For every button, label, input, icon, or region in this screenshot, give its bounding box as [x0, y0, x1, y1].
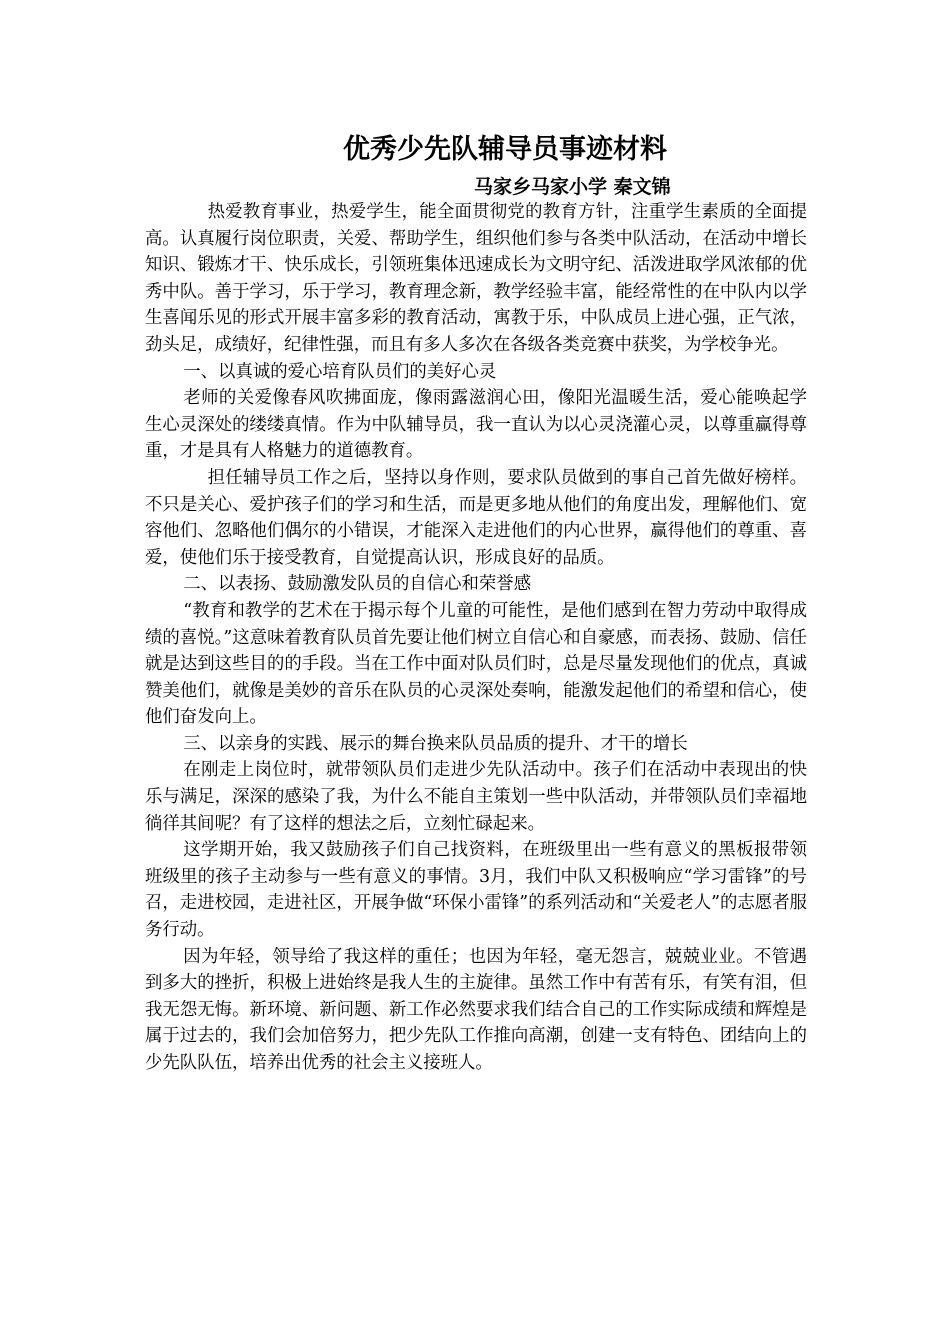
- paragraph: 担任辅导员工作之后，坚持以身作则，要求队员做到的事自己首先做好榜样。不只是关心、爱护孩子们的学习和生活，而是更多地从他们的角度出发，理解他们、宽容他们、忽略他们偶尔的小错误，才能深入走进他们的内心世界，赢得他们的尊重、喜爱，使他们乐于接受教育，自觉提高认识，形成良好的品质。: [145, 467, 807, 568]
- paragraph: “教育和教学的艺术在于揭示每个儿童的可能性，是他们感到在智力劳动中取得成绩的喜悦。”这意味着教育队员首先要让他们树立自信心和自豪感，而表扬、鼓励、信任就是达到这些目的的手段。当在工作中面对队员们时，总是尽量发现他们的优点，真诚赞美他们，就像是美妙的音乐在队员的心灵深处奏响，能激发起他们的希望和信心，使他们奋发向上。: [145, 600, 807, 728]
- section-heading-3: 三、以亲身的实践、展示的舞台换来队员品质的提升、才干的增长: [183, 733, 688, 754]
- paragraph: 这学期开始，我又鼓励孩子们自己找资料，在班级里出一些有意义的黑板报带领班级里的孩子主动参与一些有意义的事情。3月，我们中队又积极响应“学习雷锋”的号召，走进校园，走进社区，开展争做“环保小雷锋”的系列活动和“关爱老人”的志愿者服务行动。: [145, 840, 807, 941]
- document-title: 优秀少先队辅导员事迹材料: [343, 134, 667, 165]
- paragraph-closing: 因为年轻，领导给了我这样的重任；也因为年轻，毫无怨言，兢兢业业。不管遇到多大的挫折，积极上进始终是我人生的主旋律。虽然工作中有苦有乐，有笑有泪，但我无怨无悔。新环境、新问题、新工作必然要求我们结合自己的工作实际成绩和辉煌是属于过去的，我们会加倍努力，把少先队工作推向高潮，创建一支有特色、团结向上的少先队队伍，培养出优秀的社会主义接班人。: [145, 946, 807, 1073]
- document-body: [145, 199, 807, 1077]
- paragraph: 老师的关爱像春风吹拂面庞，像雨露滋润心田，像阳光温暖生活，爱心能唤起学生心灵深处的缕缕真情。作为中队辅导员，我一直认为以心灵浇灌心灵，以尊重赢得尊重，才是具有人格魅力的道德教育。: [145, 388, 807, 462]
- section-heading-2: 二、以表扬、鼓励激发队员的自信心和荣誉感: [183, 574, 532, 595]
- document-author: 马家乡马家小学 秦文锦: [474, 176, 671, 198]
- section-heading-1: 一、以真诚的爱心培育队员们的美好心灵: [183, 361, 497, 382]
- paragraph: 在刚走上岗位时，就带领队员们走进少先队活动中。孩子们在活动中表现出的快乐与满足，深深的感染了我，为什么不能自主策划一些中队活动，并带领队员们幸福地徜徉其间呢？有了这样的想法之后，立刻忙碌起来。: [145, 760, 807, 834]
- paragraph-intro: 热爱教育事业，热爱学生，能全面贯彻党的教育方针，注重学生素质的全面提高。认真履行岗位职责，关爱、帮助学生，组织他们参与各类中队活动，在活动中增长知识、锻炼才干、快乐成长，引领班集体迅速成长为文明守纪、活泼进取学风浓郁的优秀中队。善于学习，乐于学习，教育理念新，教学经验丰富，能经常性的在中队内以学生喜闻乐见的形式开展丰富多彩的教育活动，寓教于乐，中队成员上进心强，正气浓，劲头足，成绩好，纪律性强，而且有多人多次在各级各类竞赛中获奖，为学校争光。: [145, 202, 807, 355]
